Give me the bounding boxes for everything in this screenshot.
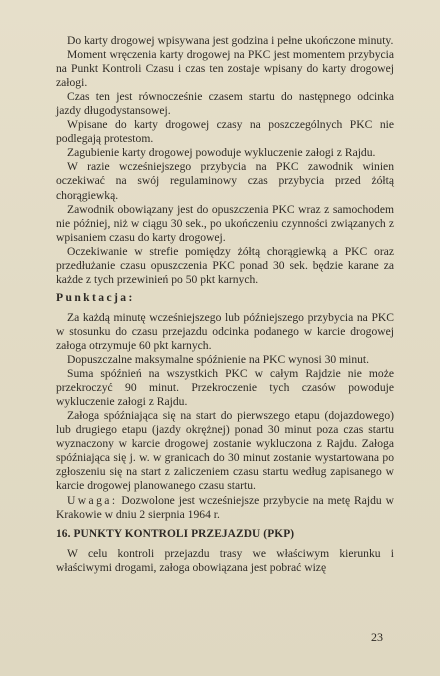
paragraph: Moment wręczenia karty drogowej na PKC jest momentem przybycia na Punkt Kontroli Czasu i czas ten zostaje wpisany do karty drogowej załogi. (56, 48, 394, 90)
paragraph: Za każdą minutę wcześniejszego lub późniejszego przybycia na PKC w stosunku do czasu przejazdu odcinka podanego w karcie drogowej załoga otrzymuje 60 pkt karnych. (56, 310, 394, 352)
paragraph: Dopuszczalne maksymalne spóźnienie na PKC wynosi 30 minut. (67, 353, 370, 367)
note-text: Dozwolone jest wcześniejsze przybycie na metę Rajdu w Krakowie w dniu 2 sierpnia 1964 r. (56, 493, 394, 521)
paragraph: Suma spóźnień na wszystkich PKC w całym Rajdzie nie może przekroczyć 90 minut. Przekroczenie tych czasów powoduje wykluczenie załogi z Rajdu. (56, 367, 394, 409)
section-heading: 16. PUNKTY KONTROLI PRZEJAZDU (PKP) (56, 527, 295, 540)
note-label: Uwaga: (67, 493, 118, 507)
paragraph: Oczekiwanie w strefie pomiędzy żółtą chorągiewką a PKC oraz przedłużanie czasu opuszczenia PKC ponad 30 sek. będzie karane za każde z tych przewinień po 50 pkt karnych. (56, 244, 394, 286)
paragraph: W razie wcześniejszego przybycia na PKC zawodnik winien oczekiwać na swój regulaminowy czas przybycia przed żółtą chorągiewką. (56, 160, 394, 202)
page-number: 23 (371, 630, 383, 644)
paragraph: Zawodnik obowiązany jest do opuszczenia PKC wraz z samochodem nie później, niż w ciągu 30 sek., po ukończeniu czynności związanych z wpisaniem czasu do karty drogowej. (56, 202, 394, 244)
paragraph: Do karty drogowej wpisywana jest godzina i pełne ukończone minuty. (67, 34, 394, 47)
paragraph: Czas ten jest równocześnie czasem startu do następnego odcinka jazdy długodystansowej. (56, 90, 394, 118)
subheading-punktacja: Punktacja: (56, 290, 135, 304)
note-paragraph (56, 494, 394, 522)
paragraph: Zagubienie karty drogowej powoduje wykluczenie załogi z Rajdu. (67, 146, 376, 160)
paragraph: Załoga spóźniająca się na start do pierwszego etapu (dojazdowego) lub drugiego etapu (jazdy okrężnej) ponad 30 minut poza czas startu wyznaczony w karcie drogowej zostanie wykluczona z Rajdu. Załoga spóźniająca się j. w. w granicach do 30 minut zostanie wystartowana po zgłoszeniu się na start z zaliczeniem czasu startu według zapisanego w karcie drogowej planowanego czasu startu. (56, 409, 394, 493)
paragraph: Wpisane do karty drogowej czasy na poszczególnych PKC nie podlegają protestom. (56, 118, 394, 146)
paragraph: W celu kontroli przejazdu trasy we właściwym kierunku i właściwymi drogami, załoga obowiązana jest pobrać wizę (56, 546, 394, 574)
page-body (56, 34, 394, 575)
